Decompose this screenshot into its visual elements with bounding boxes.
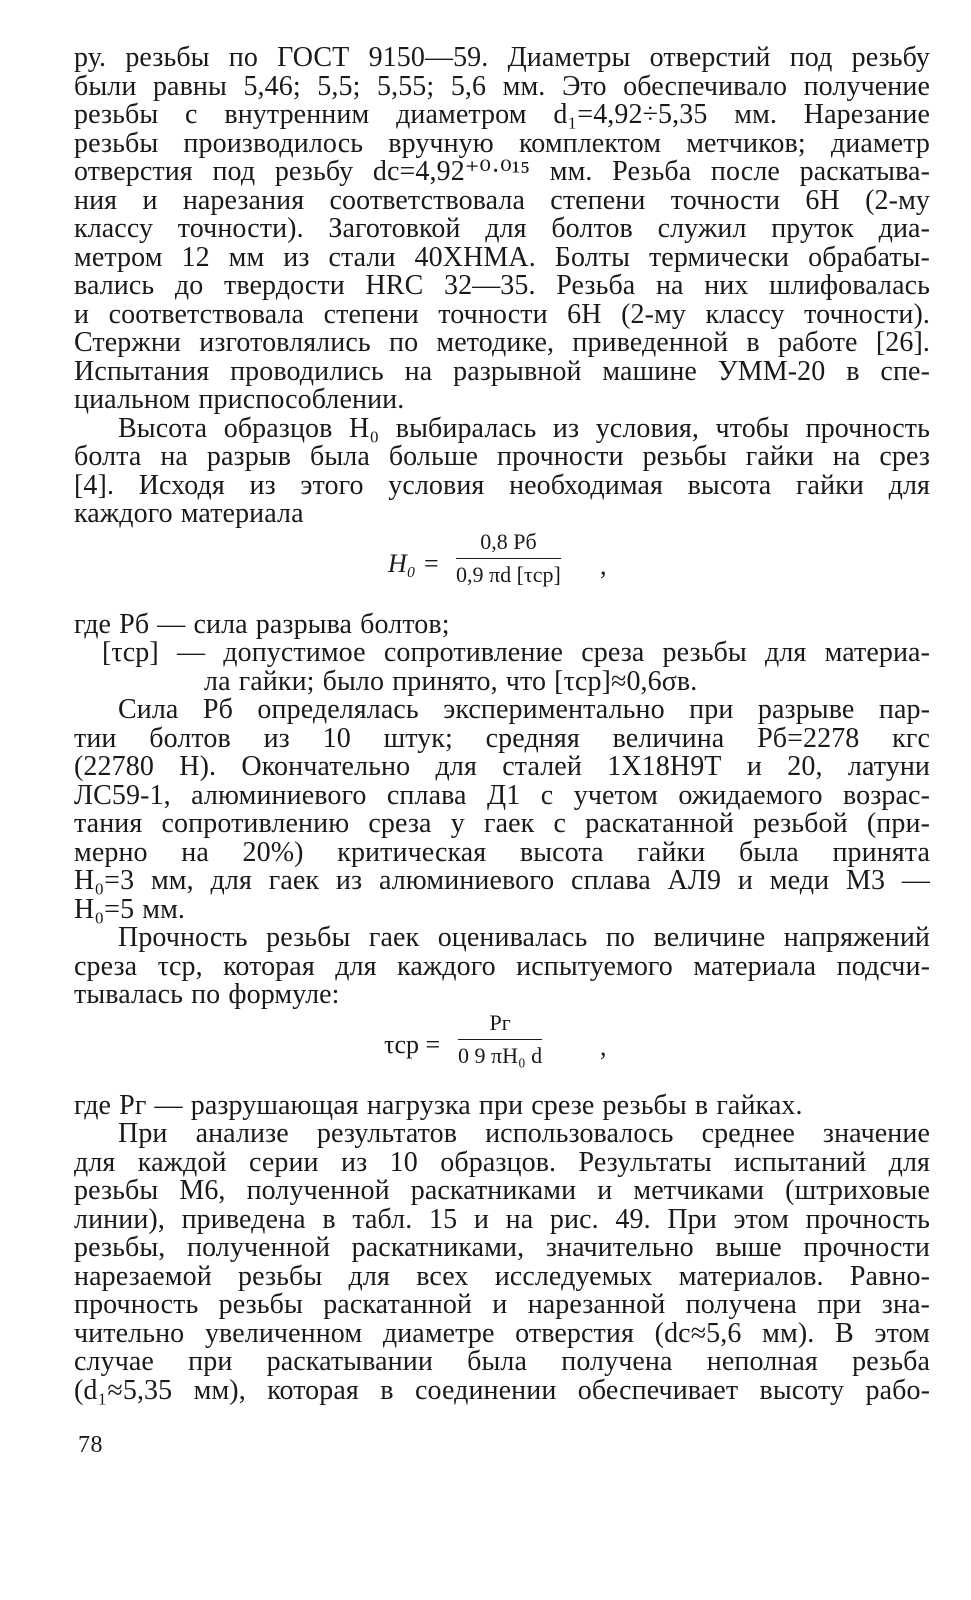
text-line: тания сопротивлению среза у гаек с раскатанной резьбой (при- xyxy=(74,808,930,839)
formula-nut-height xyxy=(74,529,930,611)
text-line: резьбы с внутренним диаметром d₁=4,92÷5,35 мм. Нарезание xyxy=(74,99,930,130)
text-line: H₀=5 мм. xyxy=(74,893,186,925)
text-line: циальном приспособлении. xyxy=(74,384,405,415)
formula-fraction xyxy=(458,1010,542,1070)
text-line: При анализе результатов использовалось среднее значение xyxy=(118,1118,930,1149)
formula-comma: , xyxy=(600,550,607,580)
text-line: линии), приведена в табл. 15 и на рис. 49. При этом прочность xyxy=(74,1203,930,1235)
page-number: 78 xyxy=(78,1432,103,1458)
formula-lhs: τср = xyxy=(384,1029,441,1059)
text-line: Стержни изготовлялись по методике, приведенной в работе [26]. xyxy=(74,327,930,358)
text-line: [τср] — допустимое сопротивление среза резьбы для материа- xyxy=(102,637,930,668)
text-line: были равны 5,46; 5,5; 5,55; 5,6 мм. Это обеспечивало получение xyxy=(74,70,930,102)
paragraph-4 xyxy=(74,924,930,1010)
text-line: где Pб — сила разрыва болтов; xyxy=(74,608,450,640)
text-line: Испытания проводились на разрывной машине УММ-20 в спе- xyxy=(74,355,930,387)
paragraph-3 xyxy=(74,696,930,924)
text-line: резьбы М6, полученной раскатниками и метчиками (штриховые xyxy=(74,1175,930,1206)
paragraph-5 xyxy=(74,1120,930,1405)
text-line: ЛС59-1, алюминиевого сплава Д1 с учетом ожидаемого возрас- xyxy=(74,779,930,811)
text-line: резьбы, полученной раскатниками, значительно выше прочности xyxy=(74,1232,930,1263)
text-line: тии болтов из 10 штук; средняя величина Pб=2278 кгс xyxy=(74,722,930,754)
text-line: случае при раскатывании была получена неполная резьба xyxy=(74,1346,930,1377)
paragraph-2 xyxy=(74,412,930,529)
where-block-1 xyxy=(74,608,930,697)
text-line: (22780 Н). Окончательно для сталей 1Х18Н9Т и 20, латуни xyxy=(74,751,930,782)
text-line: среза τср, которая для каждого испытуемого материала подсчи- xyxy=(74,950,930,982)
page-body xyxy=(74,44,930,1405)
text-line: тывалась по формуле: xyxy=(74,979,340,1010)
text-line: вались до твердости HRC 32—35. Резьба на них шлифовалась xyxy=(74,270,930,301)
text-line: резьбы производилось вручную комплектом метчиков; диаметр xyxy=(74,127,930,159)
paragraph-1 xyxy=(74,44,930,415)
formula-denominator: 0 9 πH₀ d xyxy=(458,1043,543,1068)
text-line: ния и нарезания соответствовала степени точности 6Н (2-му xyxy=(74,184,930,216)
text-line: для каждой серии из 10 образцов. Результаты испытаний для xyxy=(74,1146,930,1178)
text-line: классу точности). Заготовкой для болтов служил пруток диа- xyxy=(74,213,930,244)
text-line: каждого материала xyxy=(74,498,304,529)
text-line: Высота образцов H₀ выбиралась из условия, чтобы прочность xyxy=(118,412,930,444)
text-line: ру. резьбы по ГОСТ 9150—59. Диаметры отверстий под резьбу xyxy=(74,42,930,73)
text-line: Сила Pб определялась экспериментально при разрыве пар- xyxy=(118,694,930,725)
text-line: (d₁≈5,35 мм), которая в соединении обеспечивает высоту рабо- xyxy=(74,1374,930,1406)
formula-denominator: 0,9 πd [τср] xyxy=(456,562,561,587)
text-line: болта на разрыв была больше прочности резьбы гайки на срез xyxy=(74,441,930,472)
text-line: где Pг — разрушающая нагрузка при срезе резьбы в гайках. xyxy=(74,1089,803,1121)
text-line: [4]. Исходя из этого условия необходимая высота гайки для xyxy=(74,469,930,501)
text-line: мерно на 20%) критическая высота гайки была принята xyxy=(74,836,930,868)
text-line: и соответствовала степени точности 6Н (2-му классу точности). xyxy=(74,298,930,330)
text-line: метром 12 мм из стали 40ХНМА. Болты термически обрабаты- xyxy=(74,241,930,273)
text-line: H₀=3 мм, для гаек из алюминиевого сплава АЛ9 и меди М3 — xyxy=(74,865,930,896)
text-line: отверстия под резьбу dс=4,92⁺⁰·⁰¹⁵ мм. Резьба после раскатыва- xyxy=(74,156,930,187)
text-line: ла гайки; было принято, что [τср]≈0,6σв. xyxy=(204,665,698,697)
formula-fraction xyxy=(456,529,561,589)
formula-numerator: Pг xyxy=(489,1009,511,1035)
formula-comma: , xyxy=(600,1031,607,1061)
text-line: Прочность резьбы гаек оценивалась по величине напряжений xyxy=(118,922,930,953)
formula-numerator: 0,8 Pб xyxy=(480,528,537,554)
text-line: чительно увеличенном диаметре отверстия (dс≈5,6 мм). В этом xyxy=(74,1317,930,1349)
where-block-2 xyxy=(74,1089,930,1121)
formula-shear-stress xyxy=(74,1010,930,1092)
text-line: прочность резьбы раскатанной и нарезанной получена при зна- xyxy=(74,1289,930,1320)
formula-lhs: H₀ = xyxy=(388,548,440,578)
text-line: нарезаемой резьбы для всех исследуемых материалов. Равно- xyxy=(74,1260,930,1292)
